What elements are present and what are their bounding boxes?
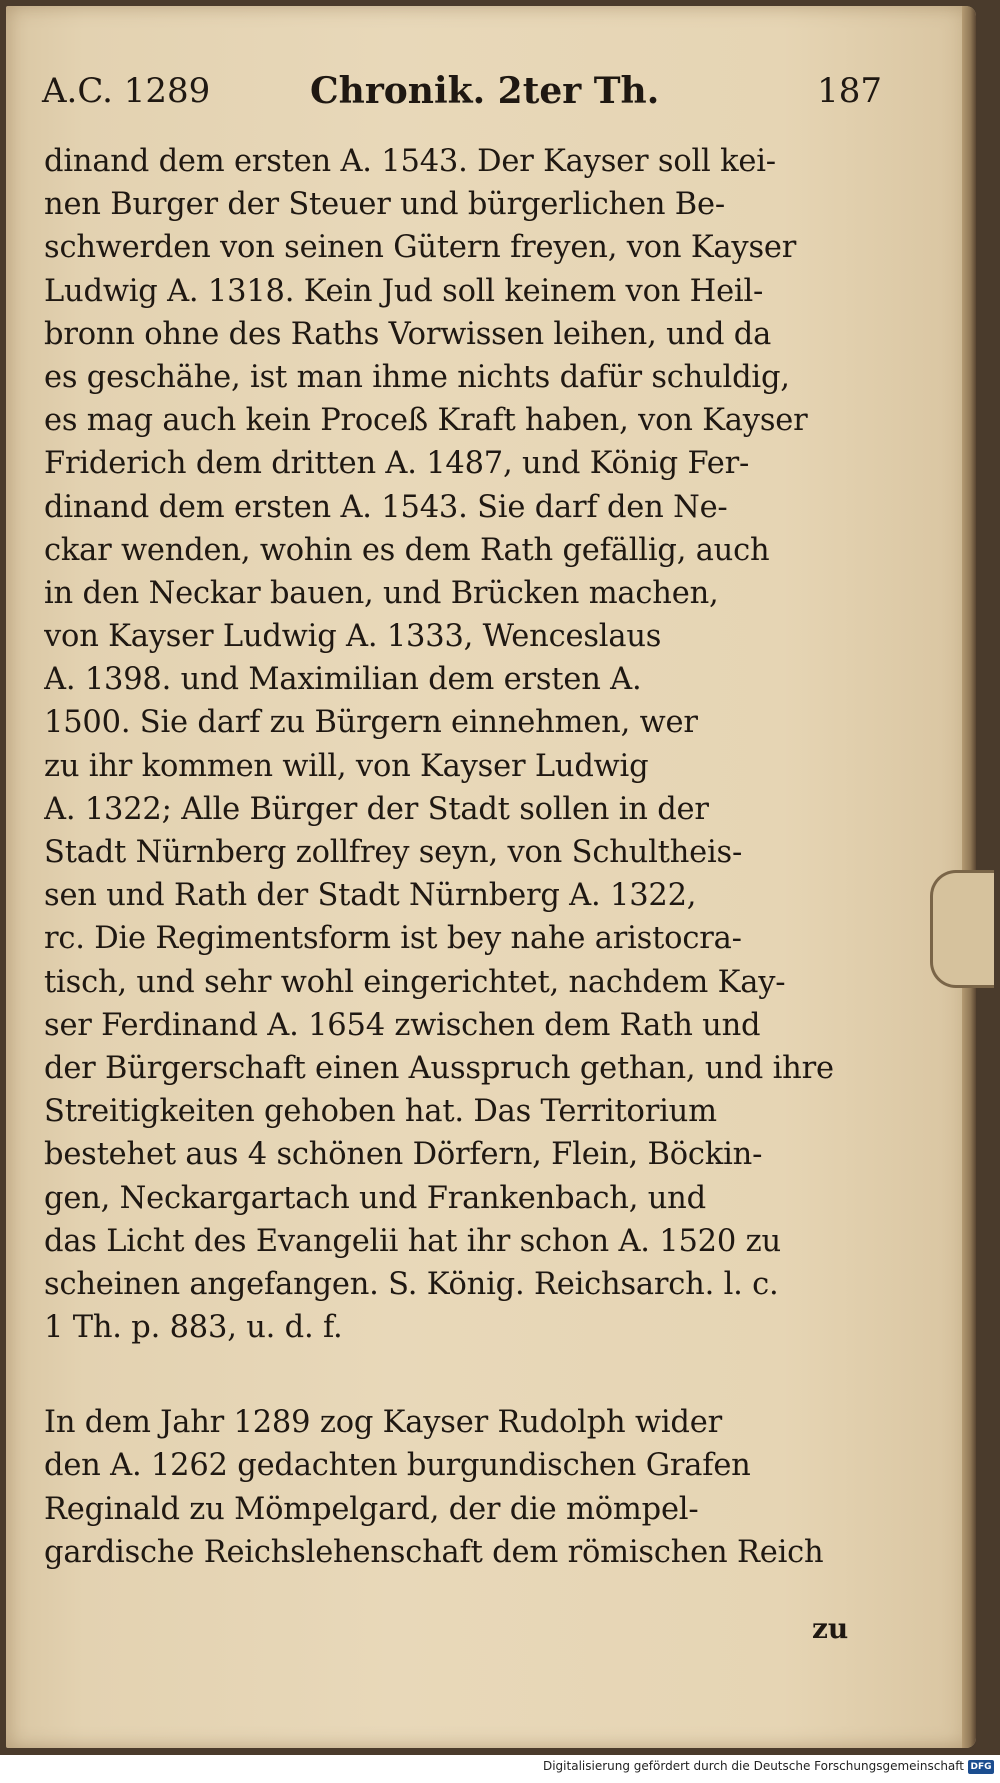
text-line: dinand dem ersten A. 1543. Sie darf den Ne- [44, 489, 728, 525]
text-line: 1500. Sie darf zu Bürgern einnehmen, wer [44, 705, 698, 741]
text-line: gardische Reichslehenschaft dem römischen Reich [44, 1534, 824, 1570]
text-line: schwerden von seinen Gütern freyen, von Kayser [44, 230, 797, 266]
footer [0, 1755, 1000, 1783]
text-line: Stadt Nürnberg zollfrey seyn, von Schultheis- [44, 835, 743, 870]
text-line: Ludwig A. 1318. Kein Jud soll keinem von Heil- [44, 273, 764, 309]
text-line: ckar wenden, wohin es dem Rath gefällig, auch [44, 532, 770, 568]
text-line: A. 1322; Alle Bürger der Stadt sollen in der [44, 791, 709, 827]
text-line: Friderich dem dritten A. 1487, und König Fer- [44, 446, 750, 482]
page-body [44, 140, 864, 1574]
text-line: A. 1398. und Maximilian dem ersten A. [44, 662, 642, 698]
text-line: bronn ohne des Raths Vorwissen leihen, und da [44, 316, 772, 352]
text-line: rc. Die Regimentsform ist bey nahe aristocra- [44, 921, 742, 957]
text-line: das Licht des Evangelii hat ihr schon A. 1520 zu [44, 1223, 781, 1259]
text-line: dinand dem ersten A. 1543. Der Kayser soll kei- [44, 144, 776, 179]
page-number: 187 [817, 71, 882, 111]
paragraph-1 [44, 140, 864, 1349]
text-line: scheinen angefangen. S. König. Reichsarch. l. c. [44, 1266, 779, 1302]
paragraph-2 [44, 1401, 864, 1574]
text-line: es geschähe, ist man ihme nichts dafür schuldig, [44, 359, 790, 395]
text-line: nen Burger der Steuer und bürgerlichen Be- [44, 187, 725, 223]
text-line: von Kayser Ludwig A. 1333, Wenceslaus [44, 619, 662, 655]
text-line: Reginald zu Mömpelgard, der die mömpel- [44, 1491, 699, 1527]
dfg-logo: DFG [968, 1760, 994, 1774]
text-line: zu ihr kommen will, von Kayser Ludwig [44, 748, 649, 784]
text-line: Streitigkeiten gehoben hat. Das Territorium [44, 1094, 717, 1130]
text-line: sen und Rath der Stadt Nürnberg A. 1322, [44, 878, 697, 914]
text-line: den A. 1262 gedachten burgundischen Grafen [44, 1448, 751, 1484]
running-header [42, 66, 882, 116]
text-line: In dem Jahr 1289 zog Kayser Rudolph wider [44, 1405, 722, 1441]
text-line: tisch, und sehr wohl eingerichtet, nachdem Kay- [44, 964, 786, 1000]
text-line: es mag auch kein Proceß Kraft haben, von Kayser [44, 403, 808, 439]
text-line: ser Ferdinand A. 1654 zwischen dem Rath und [44, 1007, 761, 1043]
text-line: gen, Neckargartach und Frankenbach, und [44, 1180, 706, 1216]
bookmark-tab [930, 870, 994, 988]
text-line: bestehet aus 4 schönen Dörfern, Flein, Böckin- [44, 1137, 763, 1173]
header-title: Chronik. 2ter Th. [310, 70, 660, 112]
text-line: der Bürgerschaft einen Ausspruch gethan, und ihre [44, 1050, 834, 1086]
header-year: A.C. 1289 [42, 71, 211, 111]
footer-credit: Digitalisierung gefördert durch die Deutsche Forschungsgemeinschaft [542, 1759, 964, 1773]
text-line: 1 Th. p. 883, u. d. f. [44, 1310, 343, 1346]
catchword: zu [812, 1612, 849, 1645]
text-line: in den Neckar bauen, und Brücken machen, [44, 575, 719, 611]
